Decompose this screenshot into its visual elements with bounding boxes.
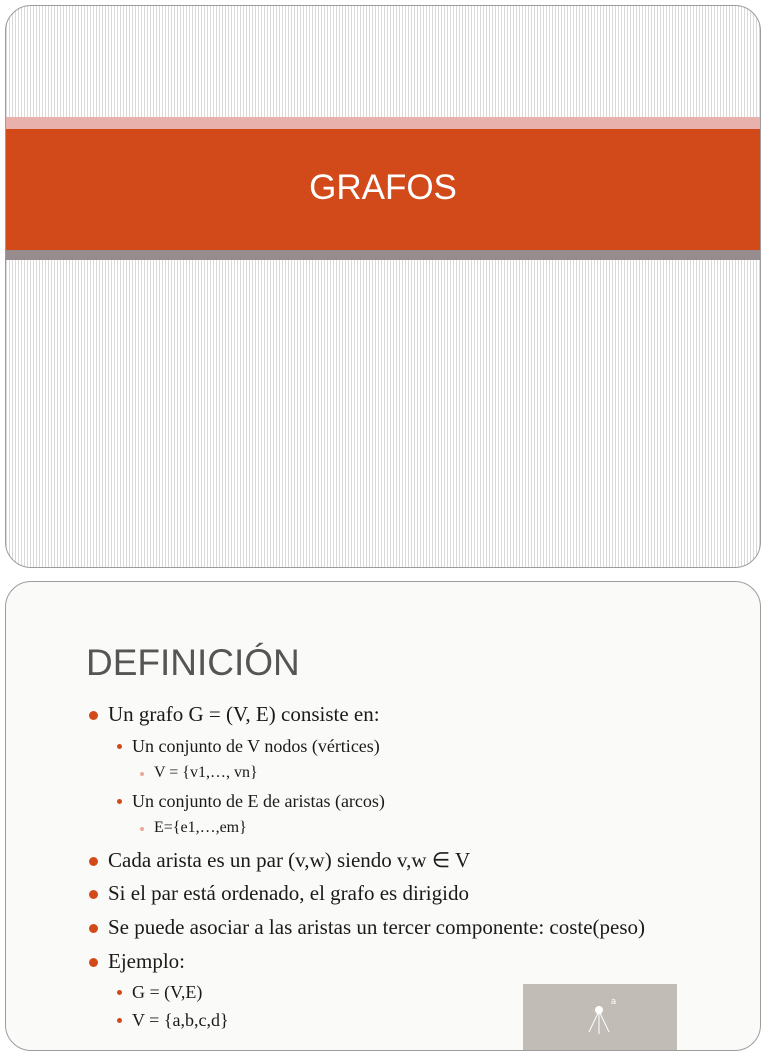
graph-edge [589,1011,599,1032]
list-item: Se puede asociar a las aristas un tercer componente: coste(peso) [108,915,646,939]
title-slide [5,5,761,568]
list-item: V = {v1,…, vn} [154,764,258,781]
list-item: Un conjunto de E de aristas (arcos) [132,791,385,811]
list-item: Ejemplo: [108,949,185,973]
bullet-dot [117,990,122,995]
graph-example-image [523,984,677,1051]
list-item: Cada arista es un par (v,w) siendo v,w ∈ V [108,848,471,872]
bullet-dot [89,958,98,967]
node-label: a [611,996,617,1006]
pink-band [6,117,760,129]
list-item: E={e1,…,em} [154,819,247,836]
list-item: Un grafo G = (V, E) consiste en: [108,702,380,726]
bullet-dot [140,827,144,831]
graph-node [595,1006,603,1014]
grey-band [6,250,760,260]
bullet-dot [140,772,144,776]
bullet-dot [117,744,122,749]
definition-slide [5,581,761,1051]
graph-diagram [523,984,677,1051]
bullet-dot [89,711,98,720]
list-item: G = (V,E) [132,982,203,1002]
list-item: Si el par está ordenado, el grafo es dirigido [108,881,469,905]
slide-title: GRAFOS [309,168,457,207]
slide-heading: DEFINICIÓN [86,642,300,683]
bullet-dot [117,799,122,804]
graph-edge [599,1011,609,1032]
bullet-dot [89,924,98,933]
list-item: Un conjunto de V nodos (vértices) [132,736,380,756]
bullet-dot [89,857,98,866]
list-item: V = {a,b,c,d} [132,1010,229,1030]
bullet-dot [117,1018,122,1023]
bullet-dot [89,890,98,899]
